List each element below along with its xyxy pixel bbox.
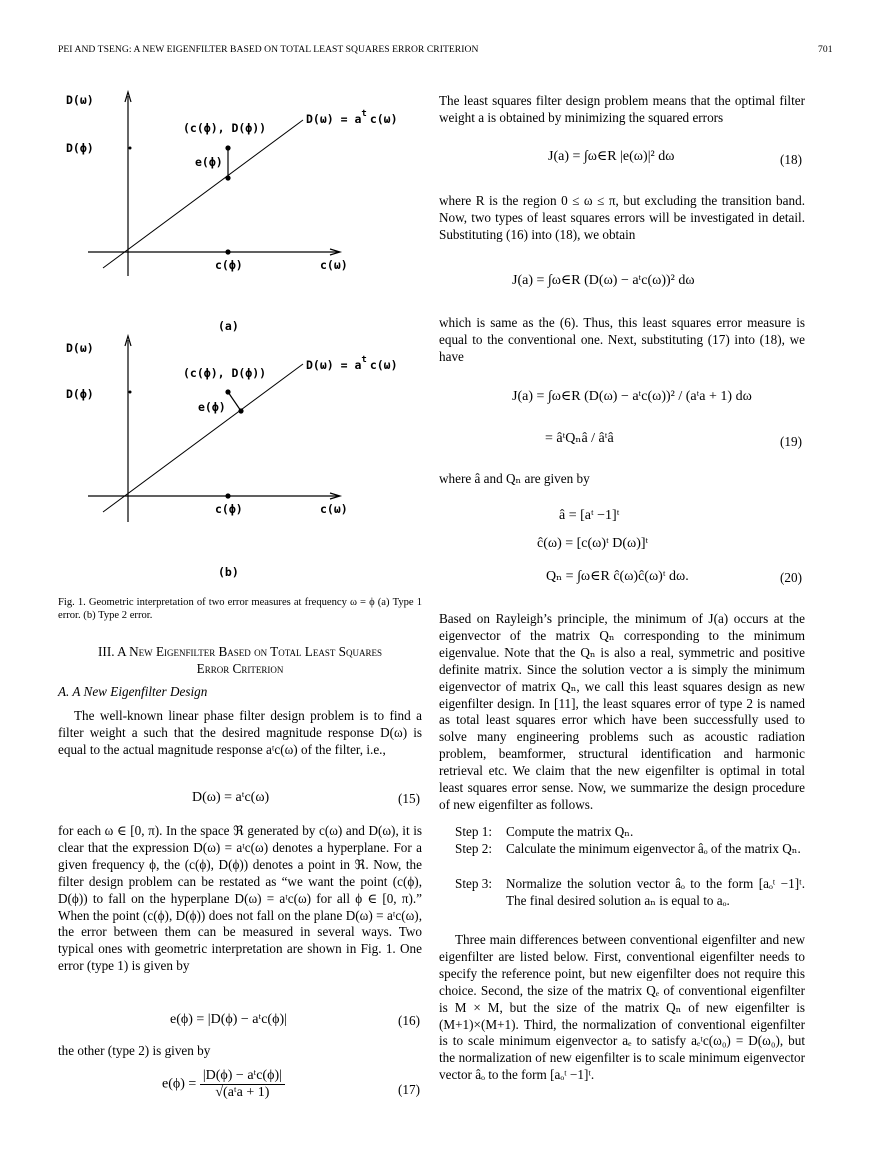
right-paragraph-1: The least squares filter design problem means that the optimal filter weight a is obtained by minimizing the squared errors [439, 93, 805, 125]
equation-20-line-1: â = [aᵗ −1]ᵗ [559, 508, 620, 523]
equation-19-line-1: J(a) = ∫ω∈R (D(ω) − aᵗc(ω))² / (aᵗa + 1) dω [512, 389, 752, 404]
section-heading: III. A New Eigenfilter Based on Total Least Squares Error Criterion [98, 644, 382, 676]
y-axis-label-b: D(ω) [66, 341, 94, 355]
left-paragraph-2: for each ω ∈ [0, π). In the space ℜ generated by c(ω) and D(ω), it is clear that the expression D(ω) = aᵗc(ω) denotes a hyperplane. For a given frequency ϕ, the (c(ϕ), D(ϕ)) denotes a point in ℜ. Now, the filter design problem can be restated as “we want the point (c(ϕ), D(ϕ)) to fall on the hyperplane D(ω) = aᵗc(ω) for all ϕ ∈ [0, π).” When the point (c(ϕ), D(ϕ)) does not fall on the plane D(ω) = aᵗc(ω), the error between them can be measured in several ways. Two typical ones with geometric interpretation are shown in Fig. 1. One error (type 1) is given by [58, 823, 422, 974]
panel-b [66, 336, 398, 579]
equation-18-number: (18) [780, 152, 802, 167]
right-paragraph-2: where R is the region 0 ≤ ω ≤ π, but excluding the transition band. Now, two types of least squares errors will be investigated in detail. Substituting (16) into (18), we obtain [439, 193, 805, 242]
c-phi-label-a: c(ϕ) [215, 258, 243, 272]
x-axis-label-b: c(ω) [320, 502, 348, 516]
left-paragraph-3: the other (type 2) is given by [58, 1043, 211, 1058]
point-c-d-a [225, 145, 230, 150]
projection-point-b [238, 408, 243, 413]
d-phi-label-a: D(ϕ) [66, 141, 94, 155]
equation-unnumbered: J(a) = ∫ω∈R (D(ω) − aᵗc(ω))² dω [512, 273, 695, 288]
c-phi-point-a [225, 249, 230, 254]
equation-20-line-3: Qₙ = ∫ω∈R ĉ(ω)ĉ(ω)ᵗ dω. [546, 569, 689, 584]
step-3-label: Step 3: [455, 876, 492, 891]
equation-16-number: (16) [398, 1013, 420, 1028]
step-1-label: Step 1: [455, 824, 492, 839]
subsection-heading: A. A New Eigenfilter Design [58, 684, 208, 699]
d-phi-label-b: D(ϕ) [66, 387, 94, 401]
c-phi-label-b: c(ϕ) [215, 502, 243, 516]
figure-1 [58, 80, 438, 585]
point-c-d-b [225, 389, 230, 394]
step-2-text: Calculate the minimum eigenvector âₒ of the matrix Qₙ. [506, 841, 801, 856]
right-paragraph-3: which is same as the (6). Thus, this least squares error measure is equal to the conventional one. Next, substituting (17) into (18), we have [439, 315, 805, 364]
error-label-b: e(ϕ) [198, 400, 226, 414]
equation-16: e(ϕ) = |D(ϕ) − aᵗc(ϕ)| [170, 1012, 287, 1027]
line-label-a: $D(\omega) = a^t$ c(ω) [306, 109, 398, 126]
x-axis-label-a: c(ω) [320, 258, 348, 272]
error-segment-b [228, 392, 241, 411]
equation-20-line-2: ĉ(ω) = [c(ω)ᵗ D(ω)]ᵗ [537, 536, 649, 551]
hyperplane-line-a [103, 120, 303, 268]
equation-15-number: (15) [398, 791, 420, 806]
panel-b-label: (b) [218, 565, 239, 579]
panel-a [66, 92, 398, 333]
equation-18: J(a) = ∫ω∈R |e(ω)|² dω [548, 149, 675, 164]
equation-19-line-2: = âᵗQₙâ / âᵗâ [545, 431, 614, 446]
right-paragraph-4: where â and Qₙ are given by [439, 471, 590, 486]
projection-point-a [225, 175, 230, 180]
c-phi-point-b [225, 493, 230, 498]
right-paragraph-5: Based on Rayleigh’s principle, the minimum of J(a) occurs at the eigenvector of the matrix Qₙ corresponding to the minimum eigenvalue. Note that the Qₙ is also a real, symmetric and positive definite matrix. Since the solution vector a is simply the minimum eigenvector of matrix Qₙ, we call this least squares design as new eigenfilter design. In [11], the least squares error of type 2 is named as total least squares error which have been successfully used to solve many engineering problems such as acoustic radiation problem, beamformer, structural identification and harmonic retrieval etc. We claim that the new eigenfilter is optimal in total least squares error sense. Now, we summarize the design procedure of new eigenfilter as follows. [439, 611, 805, 812]
line-label-b: $D(\omega) = a^t$ c(ω) [306, 355, 398, 372]
hyperplane-line-b [103, 364, 303, 512]
equation-20-number: (20) [780, 570, 802, 585]
equation-19-number: (19) [780, 434, 802, 449]
step-1-text: Compute the matrix Qₙ. [506, 824, 634, 839]
point-label-a: (c(ϕ), D(ϕ)) [183, 121, 267, 135]
error-label-a: e(ϕ) [195, 155, 223, 169]
equation-17: e(ϕ) = $\frac{\text{|D(ϕ) − aᵗc(ϕ)|}}{\text{√(aᵗa + 1)}}$ [162, 1068, 285, 1101]
y-axis-label-a: D(ω) [66, 93, 94, 107]
equation-17-number: (17) [398, 1082, 420, 1097]
right-paragraph-6: Three main differences between conventional eigenfilter and new eigenfilter are listed below. First, conventional eigenfilter needs to specify the reference point, but new eigenfilter does not require this choice. Second, the size of the matrix Qₑ of conventional eigenfilter is M × M, but the size of the matrix Qₙ of new eigenfilter is (M+1)×(M+1). Third, the normalization of conventional eigenfilter is to scale minimum eigenvector aₑ to satisfy aₑᵗc(ω₀) = D(ω₀), but the normalization of new eigenfilter is to scale minimum eigenvector vector âₒ to the form [aₒᵗ −1]ᵗ. [439, 932, 805, 1083]
figure-caption: Fig. 1. Geometric interpretation of two error measures at frequency ω = ϕ (a) Type 1 error. (b) Type 2 error. [58, 597, 422, 621]
page-number: 701 [818, 44, 833, 55]
left-paragraph-1: The well-known linear phase filter design problem is to find a filter weight a such that the desired magnitude response D(ω) is equal to the actual magnitude response aᵗc(ω) of the filter, i.e., [58, 708, 422, 757]
running-title: PEI AND TSENG: A NEW EIGENFILTER BASED ON TOTAL LEAST SQUARES ERROR CRITERION [58, 44, 479, 55]
panel-a-label: (a) [218, 319, 239, 333]
step-2-label: Step 2: [455, 841, 492, 856]
point-label-b: (c(ϕ), D(ϕ)) [183, 366, 267, 380]
step-3-text: Normalize the solution vector âₒ to the form [aₒᵗ −1]ᵗ. The final desired solution aₙ is equal to aₒ. [506, 876, 805, 908]
equation-15: D(ω) = aᵗc(ω) [192, 790, 270, 805]
